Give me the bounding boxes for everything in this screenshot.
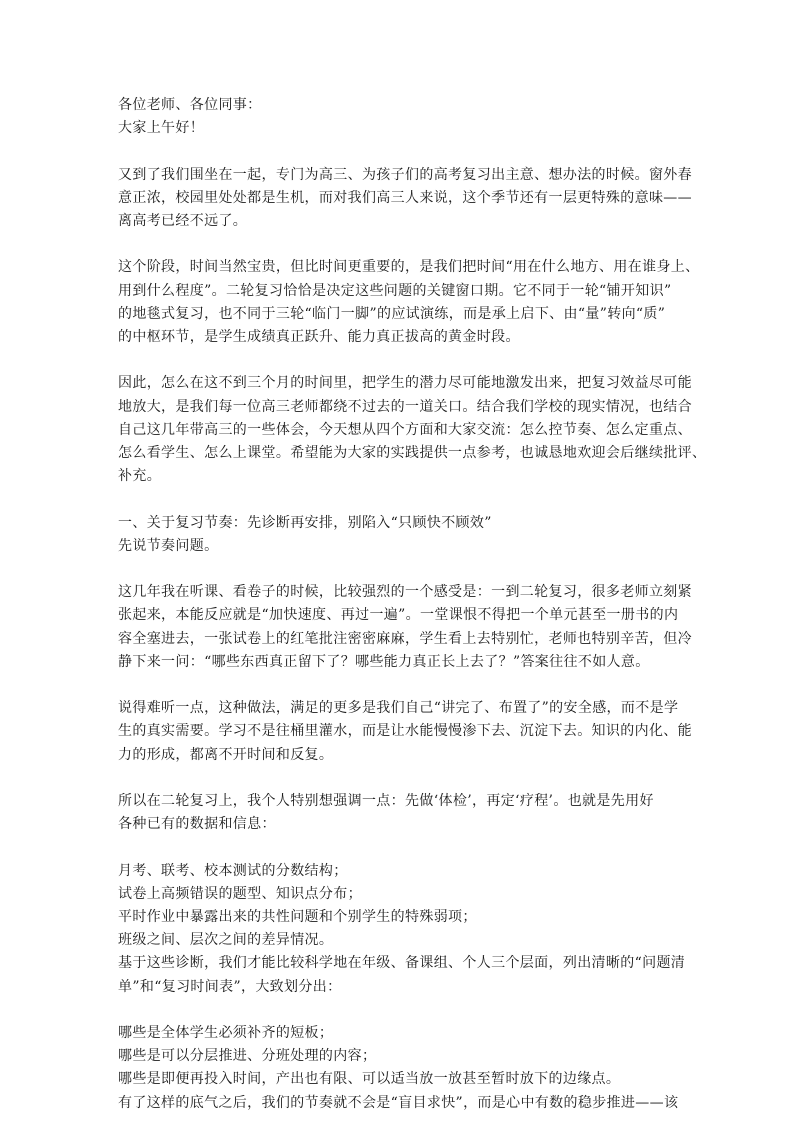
paragraph-gap (118, 349, 690, 372)
text-line: 补充。 (118, 468, 162, 485)
text-line: 说得难听一点，这种做法，满足的更多是我们自己“讲完了、布置了”的安全感，而不是学 (118, 700, 679, 717)
paragraph-overview (118, 372, 707, 488)
text-line: 自己这几年带高三的一些体会，今天想从四个方面和大家交流：怎么控节奏、怎么定重点、 (118, 421, 692, 438)
text-line: 各种已有的数据和信息： (118, 816, 276, 833)
list-item: 平时作业中暴露出来的共性问题和个别学生的特殊弱项； (118, 908, 477, 925)
text-line: 用到什么程度”。二轮复习恰恰是决定这些问题的关键窗口期。它不同于一轮“铺开知识” (118, 282, 672, 299)
text-line: 这个阶段，时间当然宝贵，但比时间更重要的，是我们把时间“用在什么地方、用在谁身上、 (118, 259, 700, 276)
list-data-sources (118, 860, 690, 999)
text-line: 这几年我在听课、看卷子的时候，比较强烈的一个感受是：一到二轮复习，很多老师立刻紧 (118, 584, 692, 601)
paragraph-gap (118, 140, 690, 163)
text-line: 离高考已经不远了。 (118, 213, 248, 229)
paragraph-gap (118, 488, 690, 511)
document-page (118, 94, 707, 1115)
text-line: 基于这些诊断，我们才能比较科学地在年级、备课组、个人三个层面，列出清晰的“问题清 (118, 955, 686, 972)
paragraph-gap (118, 767, 690, 790)
paragraph-gap (118, 674, 690, 697)
greeting-salutation: 各位老师、各位同事： (118, 97, 262, 113)
list-item: 月考、联考、校本测试的分数结构； (118, 862, 348, 879)
section-heading-rhythm (118, 512, 690, 558)
text-line: 的地毯式复习，也不同于三轮“临门一脚”的应试演练，而是承上启下、由“量”转向“质” (118, 305, 666, 322)
greeting-hello: 大家上午好！ (118, 120, 205, 137)
paragraph-gap (118, 999, 690, 1022)
paragraph-critique (118, 697, 690, 767)
text-line: 又到了我们围坐在一起，专门为高三、为孩子们的高考复习出主意、想办法的时候。窗外春 (118, 166, 692, 183)
list-item: 哪些是全体学生必须补齐的短板； (118, 1024, 334, 1041)
paragraph-diagnosis (118, 790, 690, 836)
greeting (118, 94, 690, 140)
paragraph-gap (118, 233, 690, 256)
text-line: 张起来，本能反应就是“加快速度、再过一遍”。一堂课恨不得把一个单元甚至一册书的内 (118, 607, 679, 624)
list-item: 班级之间、层次之间的差异情况。 (118, 932, 334, 949)
text-line: 地放大，是我们每一位高三老师都绕不过去的一道关口。结合我们学校的现实情况，也结合 (118, 398, 692, 415)
text-line: 静下来一问：“哪些东西真正留下了？哪些能力真正长上去了？”答案往往不如人意。 (118, 653, 650, 670)
paragraph-observation (118, 581, 690, 674)
list-item: 哪些是可以分层推进、分班处理的内容； (118, 1048, 377, 1065)
text-line: 生的真实需要。学习不是往桶里灌水，而是让水能慢慢渗下去、沉淀下去。知识的内化、能 (118, 723, 692, 740)
paragraph-intro (118, 164, 690, 234)
text-line: 的中枢环节，是学生成绩真正跃升、能力真正拔高的黄金时段。 (118, 329, 520, 345)
text-line: 容全塞进去，一张试卷上的红笔批注密密麻麻，学生看上去特别忙，老师也特别辛苦，但冷 (118, 630, 692, 647)
list-priorities (118, 1022, 690, 1115)
text-line: 怎么看学生、怎么上课堂。希望能为大家的实践提供一点参考，也诚恳地欢迎会后继续批评、 (118, 445, 707, 461)
text-line: 单”和“复习时间表”，大致划分出： (118, 978, 342, 995)
text-line: 所以在二轮复习上，我个人特别想强调一点：先做‘体检’，再定‘疗程’。也就是先用好 (118, 792, 654, 809)
text-line: 因此，怎么在这不到三个月的时间里，把学生的潜力尽可能地激发出来，把复习效益尽可能 (118, 375, 692, 392)
section-heading: 一、关于复习节奏：先诊断再安排，别陷入“只顾快不顾效” (118, 514, 492, 531)
list-item: 哪些是即便再投入时间，产出也有限、可以适当放一放甚至暂时放下的边缘点。 (118, 1071, 621, 1088)
text-line: 先说节奏问题。 (118, 537, 219, 554)
text-line: 有了这样的底气之后，我们的节奏就不会是“盲目求快”，而是心中有数的稳步推进——该 (118, 1094, 679, 1111)
paragraph-gap (118, 836, 690, 859)
paragraph-stage (118, 256, 700, 349)
text-line: 意正浓，校园里处处都是生机，而对我们高三人来说，这个季节还有一层更特殊的意味—— (118, 189, 692, 206)
list-item: 试卷上高频错误的题型、知识点分布； (118, 885, 362, 902)
text-line: 力的形成，都离不开时间和反复。 (118, 746, 334, 763)
paragraph-gap (118, 558, 690, 581)
